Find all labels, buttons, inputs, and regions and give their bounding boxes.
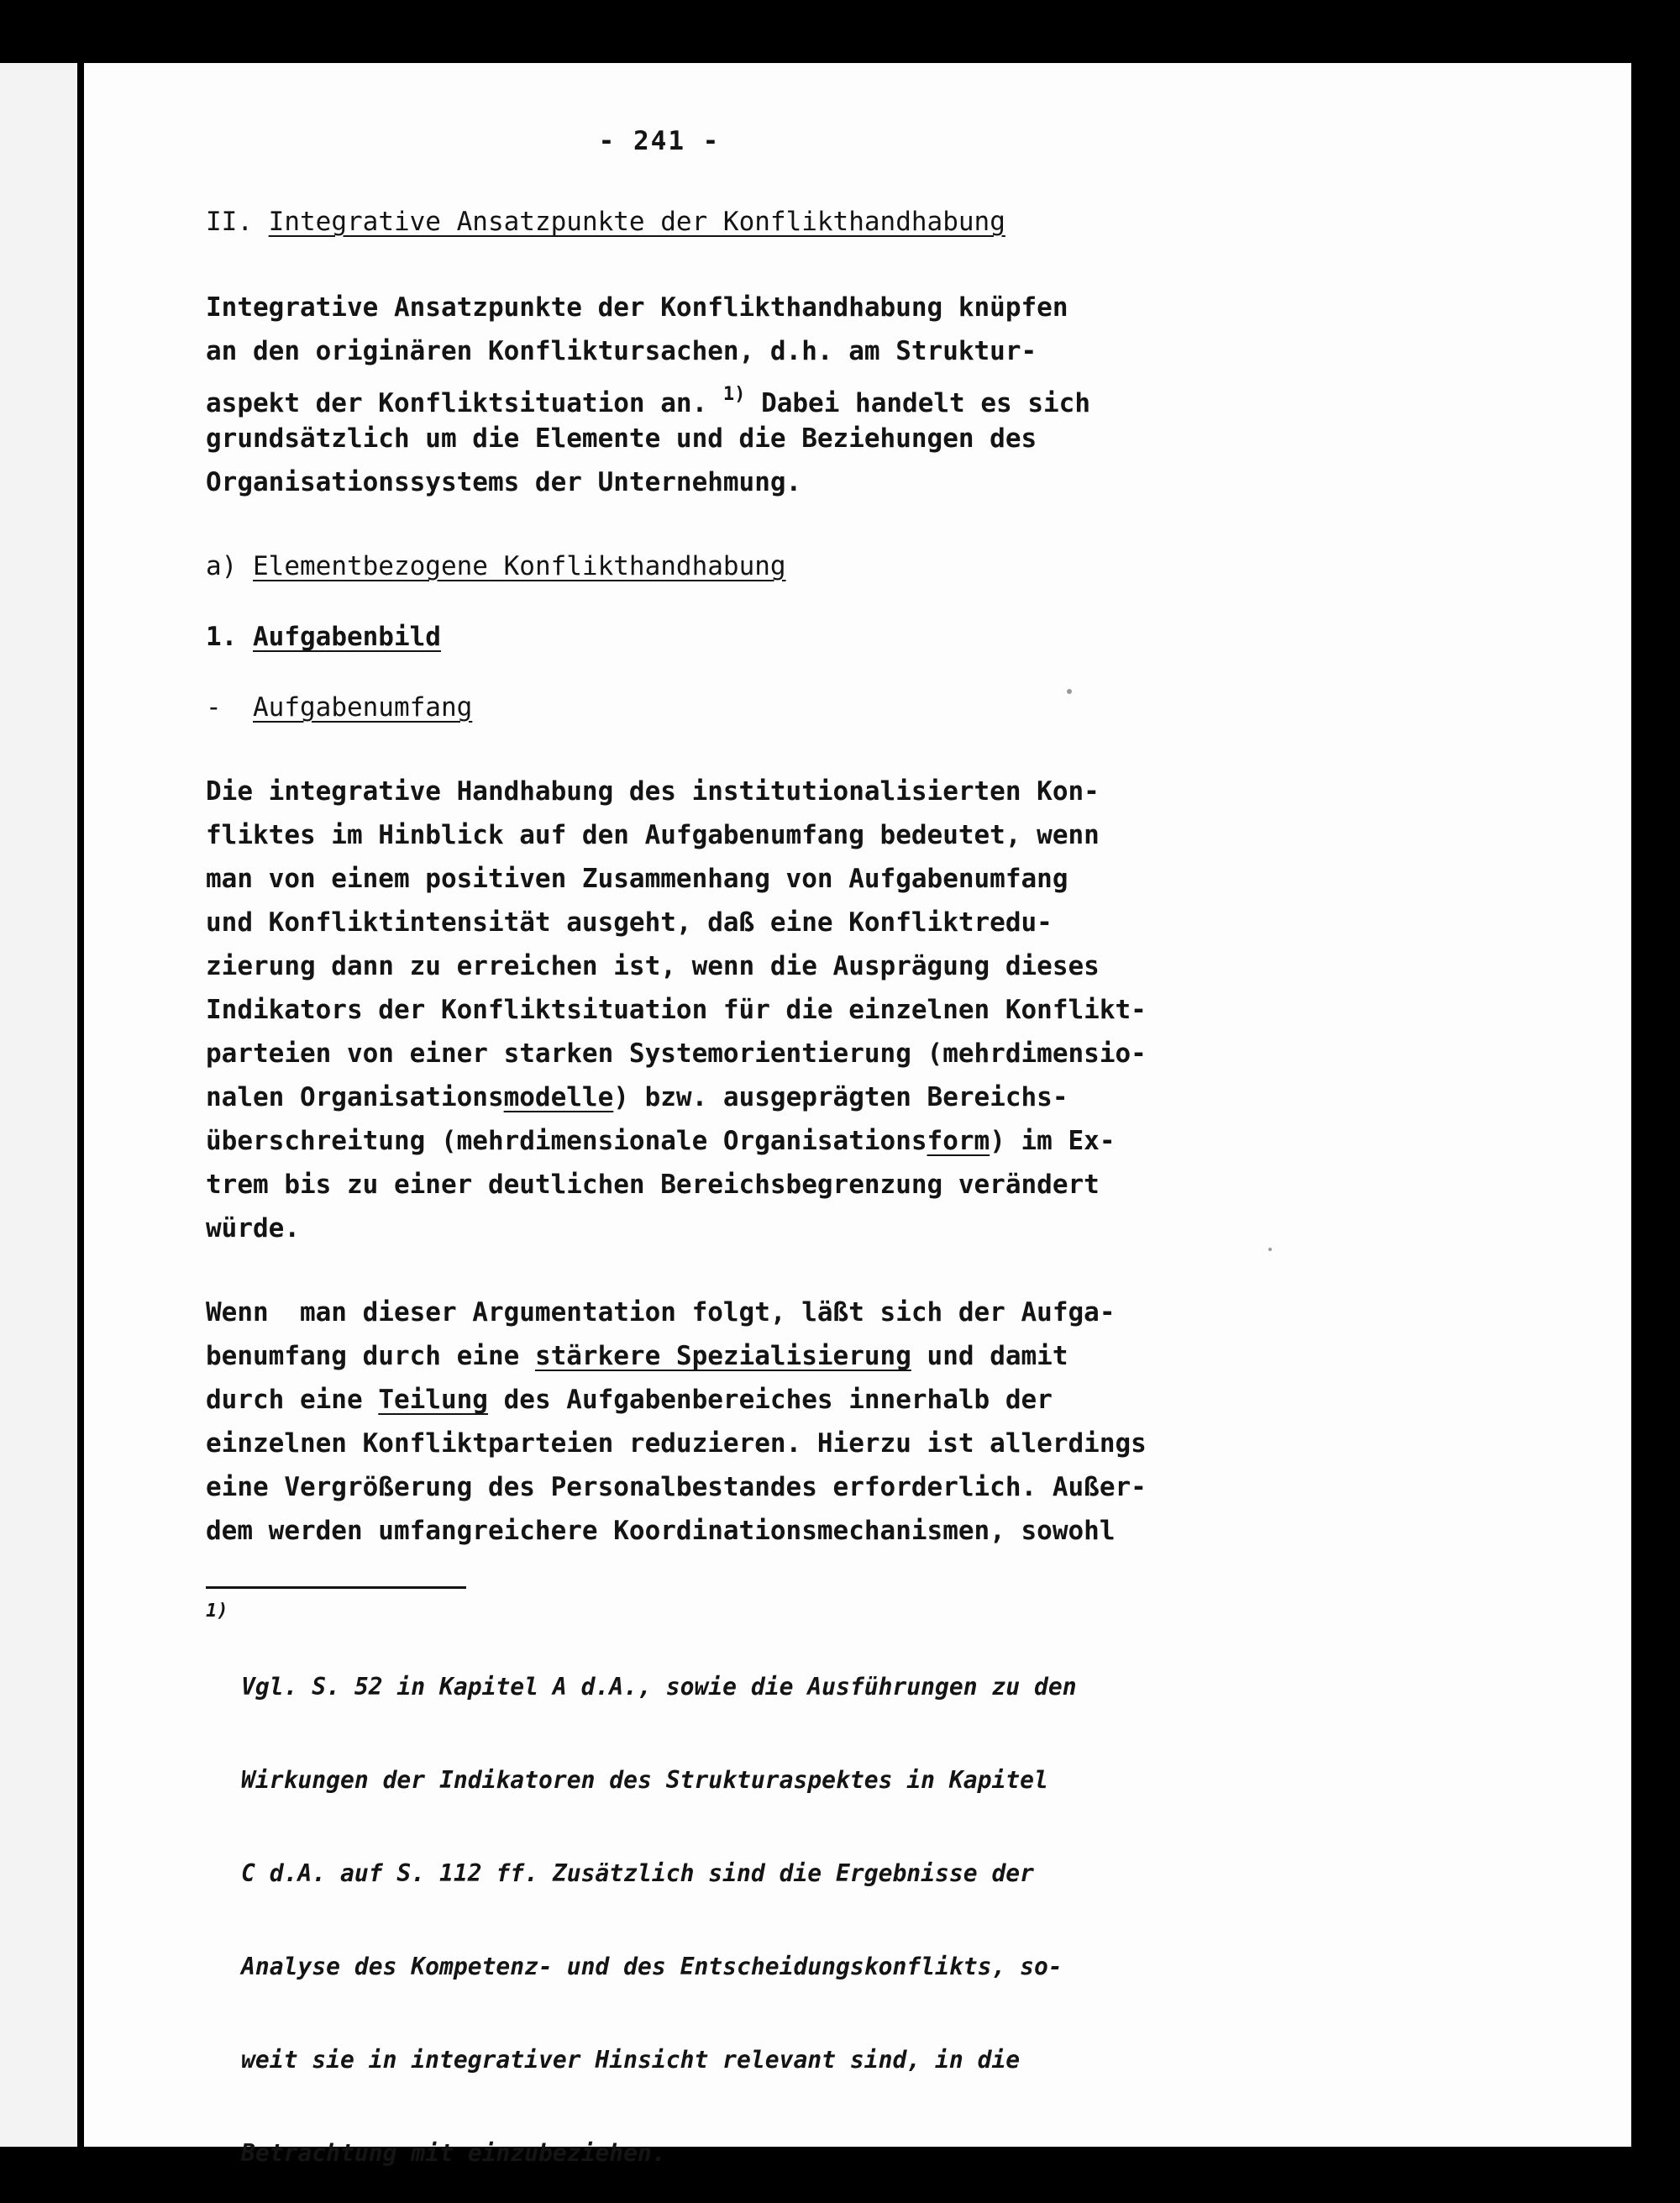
text-line: Indikators der Konfliktsituation für die einzelnen Konflikt-	[206, 995, 1147, 1025]
text-line: benumfang durch eine stärkere Spezialisierung und damit	[206, 1341, 1068, 1371]
footnote-line: Vgl. S. 52 in Kapitel A d.A., sowie die Ausführungen zu den	[241, 1673, 1077, 1701]
text-line: aspekt der Konfliktsituation an. $^{1)}$ Dabei handelt es sich	[206, 384, 1091, 418]
underlined-term: stärkere Spezialisierung	[534, 1341, 911, 1371]
text-line: durch eine Teilung des Aufgabenbereiches innerhalb der	[206, 1385, 1053, 1415]
section-heading	[206, 200, 1399, 244]
text-line: parteien von einer starken Systemorientierung (mehrdimensio-	[206, 1038, 1147, 1069]
footnote-marker: 1)	[206, 1601, 228, 1622]
item-title: Aufgabenbild	[253, 622, 441, 652]
text-line: Wenn man dieser Argumentation folgt, läßt sich der Aufga-	[206, 1297, 1116, 1328]
paragraph-task-scope	[206, 770, 1399, 1250]
underlined-term: Teilung	[378, 1385, 488, 1415]
section-number: II.	[206, 207, 253, 237]
footnote-line: Wirkungen der Indikatoren des Strukturaspektes in Kapitel	[241, 1766, 1048, 1794]
page-number: - 241 -	[598, 126, 721, 156]
footnote-body	[241, 1601, 1399, 2203]
footnote-line: Betrachtung mit einzubeziehen.	[241, 2139, 666, 2167]
dash-item-heading: - Aufgabenumfang	[206, 692, 473, 723]
text-line: dem werden umfangreichere Koordinationsmechanismen, sowohl	[206, 1516, 1116, 1546]
text-line: eine Vergrößerung des Personalbestandes erforderlich. Außer-	[206, 1472, 1147, 1502]
text-line: Organisationssystems der Unternehmung.	[206, 467, 802, 497]
text-line: und Konfliktintensität ausgeht, daß eine Konfliktredu-	[206, 907, 1053, 938]
text-line: an den originären Konfliktursachen, d.h. am Struktur-	[206, 336, 1037, 366]
paragraph-argumentation	[206, 1291, 1399, 1553]
text-line: Integrative Ansatzpunkte der Konflikthandhabung knüpfen	[206, 292, 1068, 323]
text-line: fliktes im Hinblick auf den Aufgabenumfang bedeutet, wenn	[206, 820, 1100, 850]
text-line: nalen Organisationsmodelle) bzw. ausgeprägten Bereichs-	[206, 1082, 1068, 1112]
text-line: einzelnen Konfliktparteien reduzieren. Hierzu ist allerdings	[206, 1428, 1147, 1459]
text-line: überschreitung (mehrdimensionale Organisationsform) im Ex-	[206, 1126, 1116, 1156]
text-line: grundsätzlich um die Elemente und die Beziehungen des	[206, 423, 1037, 454]
footnote-reference: 1)	[722, 384, 746, 405]
footnote	[206, 1601, 1399, 2203]
footnote-divider	[206, 1586, 466, 1589]
footnote-line: C d.A. auf S. 112 ff. Zusätzlich sind die Ergebnisse der	[241, 1859, 1035, 1887]
text-line: man von einem positiven Zusammenhang von Aufgabenumfang	[206, 864, 1068, 894]
page-content	[206, 126, 1399, 2203]
subsection-heading: a) Elementbezogene Konflikthandhabung	[206, 551, 786, 581]
section-title: Integrative Ansatzpunkte der Konflikthandhabung	[268, 207, 1005, 237]
text-line: trem bis zu einer deutlichen Bereichsbegrenzung verändert	[206, 1170, 1100, 1200]
text-line: Die integrative Handhabung des institutionalisierten Kon-	[206, 776, 1100, 807]
text-line: zierung dann zu erreichen ist, wenn die Ausprägung dieses	[206, 951, 1100, 981]
underlined-term: modelle	[503, 1082, 614, 1112]
subsection-title: Elementbezogene Konflikthandhabung	[253, 551, 786, 581]
dash-item-title: Aufgabenumfang	[253, 692, 473, 723]
footnote-line: weit sie in integrativer Hinsicht relevant sind, in die	[241, 2046, 1021, 2074]
item-heading: 1. Aufgabenbild	[206, 622, 441, 652]
intro-paragraph	[206, 286, 1399, 504]
text-line: würde.	[206, 1213, 300, 1243]
underlined-term: form	[927, 1126, 990, 1156]
footnote-line: Analyse des Kompetenz- und des Entscheidungskonflikts, so-	[241, 1953, 1063, 1980]
facing-page-edge	[0, 63, 77, 2147]
